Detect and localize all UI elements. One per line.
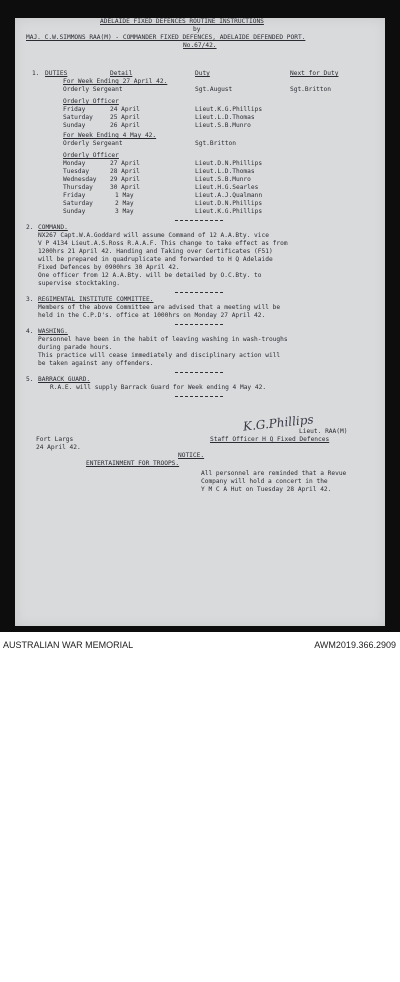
roster-officer: Lieut.K.G.Phillips [195, 106, 263, 113]
section-heading: BARRACK GUARD. [38, 376, 91, 383]
column-next: Next for Duty [290, 70, 339, 77]
roster-day: Sunday [63, 122, 86, 129]
document-title: ADELAIDE FIXED DEFENCES ROUTINE INSTRUCTIONS [100, 18, 264, 25]
roster-officer: Lieut.L.D.Thomas [195, 114, 255, 121]
roster-officer: Lieut.A.J.Qualmann [195, 192, 263, 199]
roster-day: Sunday [63, 208, 86, 215]
notice-line: Company will hold a concert in the [201, 478, 328, 485]
document-page [15, 18, 385, 626]
section-line: 1200hrs 21 April 42. Handing and Taking over Certificates (F51) [38, 248, 273, 255]
roster-day: Thursday [63, 184, 93, 191]
section-divider [175, 216, 223, 224]
roster-officer: Lieut.K.G.Phillips [195, 208, 263, 215]
issue-date: 24 April 42. [36, 444, 81, 451]
roster-date: 26 April [110, 122, 140, 129]
roster-day: Friday [63, 192, 86, 199]
footer-bar [0, 632, 400, 653]
section-heading: COMMAND. [38, 224, 68, 231]
section-line: V P 4134 Lieut.A.S.Ross R.A.A.F. This change to take effect as from [38, 240, 288, 247]
section-line: Personnel have been in the habit of leaving washing in wash-troughs [38, 336, 288, 343]
roster-officer: Lieut.S.B.Munro [195, 176, 251, 183]
week-heading: For Week Ending 4 May 42. [63, 132, 157, 139]
roster-day: Monday [63, 160, 86, 167]
roster-date: 28 April [110, 168, 140, 175]
roster-day: Saturday [63, 200, 93, 207]
section-line: supervise stocktaking. [38, 280, 120, 287]
section-number: 5. [26, 376, 34, 383]
roster-date: 3 May [115, 208, 134, 215]
roster-date: 2 May [115, 200, 134, 207]
document-number: No.67/42. [183, 42, 217, 49]
section-line: Members of the above Committee are advised that a meeting will be [38, 304, 281, 311]
orderly-sergeant-label: Orderly Sergeant [63, 86, 123, 93]
section-heading: WASHING. [38, 328, 68, 335]
section-line: will be prepared in quadruplicate and forwarded to H Q Adelaide [38, 256, 273, 263]
section-line: held in the C.P.D's. office at 1000hrs on Monday 27 April 42. [38, 312, 266, 319]
column-duty: Duty [195, 70, 210, 77]
footer-accession-number: AWM2019.366.2909 [314, 640, 396, 650]
section-line: Fixed Defences by 0900hrs 30 April 42. [38, 264, 180, 271]
issue-place: Fort Largs [36, 436, 74, 443]
orderly-sergeant-duty: Sgt.Britton [195, 140, 236, 147]
roster-date: 29 April [110, 176, 140, 183]
orderly-sergeant-label: Orderly Sergeant [63, 140, 123, 147]
roster-day: Tuesday [63, 168, 90, 175]
section-heading: REGIMENTAL INSTITUTE COMMITTEE. [38, 296, 154, 303]
week-heading: For Week Ending 27 April 42. [63, 78, 168, 85]
section-number: 3. [26, 296, 34, 303]
section-line: during parade hours. [38, 344, 113, 351]
roster-officer: Lieut.S.B.Munro [195, 122, 251, 129]
roster-day: Friday [63, 106, 86, 113]
orderly-sergeant-next: Sgt.Britton [290, 86, 331, 93]
column-detail: Detail [110, 70, 133, 77]
section-heading: DUTIES [45, 70, 68, 77]
signatory-title: Staff Officer H Q Fixed Defences [210, 436, 330, 443]
section-divider [175, 392, 223, 400]
orderly-sergeant-duty: Sgt.August [195, 86, 233, 93]
section-line: This practice will cease immediately and disciplinary action will [38, 352, 281, 359]
handwritten-signature: K.G.Phillips [242, 412, 315, 434]
roster-day: Saturday [63, 114, 93, 121]
roster-officer: Lieut.D.N.Phillips [195, 200, 263, 207]
document-author: MAJ. C.W.SIMMONS RAA(M) - COMMANDER FIXED DEFENCES, ADELAIDE DEFENDED PORT. [26, 34, 306, 41]
orderly-officer-label: Orderly Officer [63, 152, 119, 159]
notice-heading: ENTERTAINMENT FOR TROOPS. [86, 460, 180, 467]
section-number: 2. [26, 224, 34, 231]
roster-officer: Lieut.L.D.Thomas [195, 168, 255, 175]
orderly-officer-label: Orderly Officer [63, 98, 119, 105]
roster-officer: Lieut.H.G.Searles [195, 184, 259, 191]
section-number: 4. [26, 328, 34, 335]
roster-date: 30 April [110, 184, 140, 191]
notice-line: Y M C A Hut on Tuesday 28 April 42. [201, 486, 332, 493]
roster-officer: Lieut.D.N.Phillips [195, 160, 263, 167]
footer-collection: AUSTRALIAN WAR MEMORIAL [3, 640, 134, 650]
section-divider [175, 320, 223, 328]
notice-line: All personnel are reminded that a Revue [201, 470, 347, 477]
section-line: NX267 Capt.W.A.Goddard will assume Command of 12 A.A.Bty. vice [38, 232, 269, 239]
roster-date: 27 April [110, 160, 140, 167]
roster-date: 24 April [110, 106, 140, 113]
section-line: One officer from 12 A.A.Bty. will be detailed by O.C.Bty. to [38, 272, 262, 279]
roster-date: 1 May [115, 192, 134, 199]
roster-day: Wednesday [63, 176, 97, 183]
section-divider [175, 368, 223, 376]
roster-date: 25 April [110, 114, 140, 121]
section-line: be taken against any offenders. [38, 360, 154, 367]
signatory-rank: Lieut. RAA(M) [299, 428, 348, 435]
section-divider [175, 288, 223, 296]
notice-label: NOTICE. [178, 452, 205, 459]
section-number: 1. [32, 70, 40, 77]
section-line: R.A.E. will supply Barrack Guard for Week ending 4 May 42. [50, 384, 267, 391]
document-by: by [193, 26, 201, 33]
